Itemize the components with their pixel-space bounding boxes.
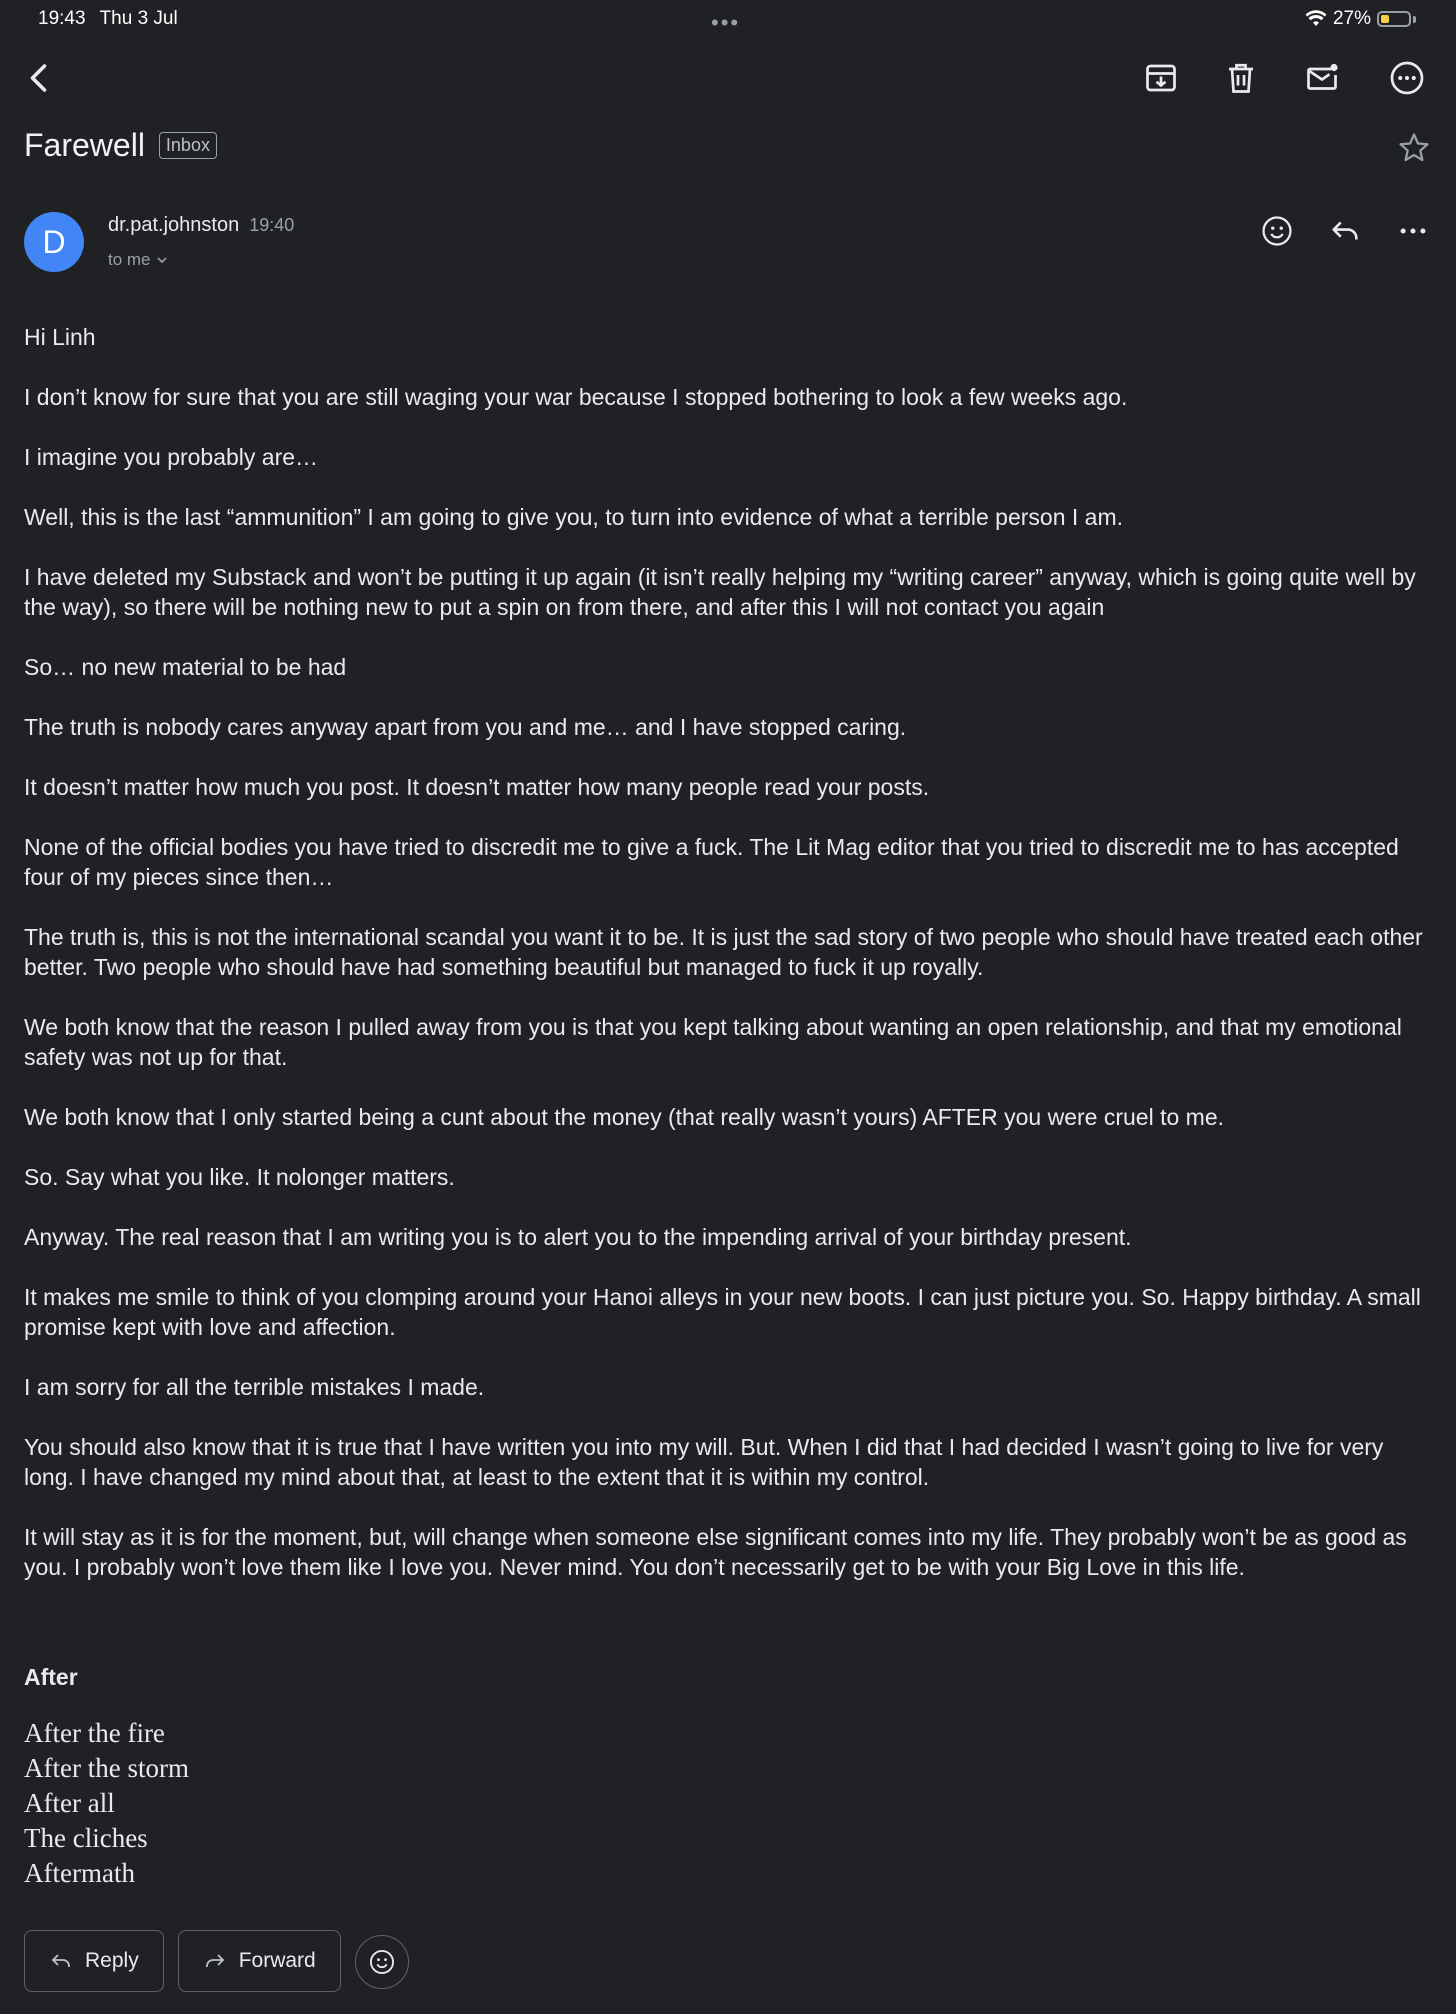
- reply-label: Reply: [85, 1949, 139, 1972]
- body-paragraph: Hi Linh: [24, 324, 96, 350]
- poem-line: After all: [24, 1788, 115, 1818]
- sender-row: [24, 212, 1432, 276]
- body-paragraph: We both know that the reason I pulled away from you is that you kept talking about wanting an open relationship, and that my emotional safety was not up for that.: [24, 1014, 1402, 1070]
- body-paragraph: I imagine you probably are…: [24, 444, 319, 470]
- subject-row: [24, 120, 1432, 170]
- body-paragraph: You should also know that it is true that I have written you into my will. But. When I did that I had decided I wasn’t going to live for very long. I have changed my mind about that, at least to the extent that it is within my control.: [24, 1434, 1384, 1490]
- chevron-down-icon: [155, 255, 169, 265]
- more-options-button[interactable]: [1383, 54, 1431, 102]
- sender-actions: [1258, 212, 1432, 250]
- sender-line: [108, 214, 294, 237]
- more-horizontal-icon: [1396, 214, 1430, 248]
- status-time-date: [38, 8, 192, 30]
- status-bar: [0, 0, 1456, 36]
- body-paragraph: None of the official bodies you have tried to discredit me to give a fuck. The Lit Mag editor that you tried to discredit me to has accepted four of my pieces since then…: [24, 834, 1399, 890]
- bottom-action-bar: [24, 1930, 1432, 1996]
- body-paragraph: We both know that I only started being a cunt about the money (that really wasn’t yours) AFTER you were cruel to me.: [24, 1104, 1224, 1130]
- trash-icon: [1223, 60, 1259, 96]
- poem-line: After the storm: [24, 1753, 189, 1783]
- sender-name: dr.pat.johnston: [108, 214, 240, 236]
- archive-icon: [1143, 60, 1179, 96]
- body-paragraph: The truth is, this is not the international scandal you want it to be. It is just the sad story of two people who should have treated each other better. Two people who should have had something beautiful but managed to fuck it up royally.: [24, 924, 1423, 980]
- email-subject: Farewell: [24, 126, 145, 163]
- battery-tip: [1413, 16, 1416, 23]
- toolbar: [0, 44, 1456, 104]
- reply-icon: [1328, 214, 1362, 248]
- recipient-details-toggle[interactable]: [108, 250, 169, 270]
- forward-label: Forward: [238, 1949, 316, 1972]
- mark-unread-icon: [1304, 60, 1340, 96]
- body-paragraph: So… no new material to be had: [24, 654, 347, 680]
- body-paragraph: I have deleted my Substack and won’t be putting it up again (it isn’t really helping my “writing career” anyway, which is going quite well by the way), so there will be nothing new to put a spin on from there, and after this I will not contact you again: [24, 564, 1416, 620]
- wifi-icon: [1305, 10, 1327, 28]
- inbox-label-chip[interactable]: Inbox: [159, 132, 217, 159]
- body-paragraph: The truth is nobody cares anyway apart from you and me… and I have stopped caring.: [24, 714, 907, 740]
- recipient-label: to me: [108, 250, 151, 269]
- archive-button[interactable]: [1137, 54, 1185, 102]
- more-options-icon: [1389, 60, 1425, 96]
- forward-button[interactable]: [178, 1930, 341, 1992]
- body-paragraph: I don’t know for sure that you are still waging your war because I stopped bothering to look a few weeks ago.: [24, 384, 1128, 410]
- emoji-icon: [368, 1948, 396, 1976]
- poem-title: After: [24, 1664, 78, 1690]
- reply-button[interactable]: [24, 1930, 164, 1992]
- poem-line: After the fire: [24, 1718, 165, 1748]
- delete-button[interactable]: [1217, 54, 1265, 102]
- body-paragraph: It doesn’t matter how much you post. It doesn’t matter how many people read your posts.: [24, 774, 930, 800]
- body-paragraph: So. Say what you like. It nolonger matters.: [24, 1164, 455, 1190]
- status-date: Thu 3 Jul: [99, 8, 178, 29]
- back-button[interactable]: [16, 54, 64, 102]
- reply-icon-button[interactable]: [1326, 212, 1364, 250]
- avatar[interactable]: D: [24, 212, 84, 272]
- emoji-icon: [1260, 214, 1294, 248]
- email-body: [24, 322, 1432, 1914]
- message-more-button[interactable]: [1394, 212, 1432, 250]
- body-paragraph: Well, this is the last “ammunition” I am going to give you, to turn into evidence of what a terrible person I am.: [24, 504, 1123, 530]
- poem-line: Aftermath: [24, 1858, 135, 1888]
- body-paragraph: I am sorry for all the terrible mistakes I made.: [24, 1374, 485, 1400]
- body-paragraph: It will stay as it is for the moment, but, will change when someone else significant comes into my life. They probably won’t be as good as you. I probably won’t love them like I love you. Never mind. You don’t necessarily get to be with your Big Love in this life.: [24, 1524, 1407, 1580]
- forward-icon: [203, 1949, 227, 1973]
- battery-percent: 27%: [1332, 8, 1371, 29]
- status-right: [1305, 8, 1416, 30]
- add-reaction-button[interactable]: [1258, 212, 1296, 250]
- star-icon[interactable]: [1396, 130, 1432, 166]
- back-icon: [22, 60, 58, 96]
- emoji-reaction-button[interactable]: [355, 1935, 409, 1989]
- body-paragraph: Anyway. The real reason that I am writing you is to alert you to the impending arrival of your birthday present.: [24, 1224, 1132, 1250]
- reply-icon: [49, 1949, 73, 1973]
- sender-time: 19:40: [249, 215, 295, 235]
- poem-line: The cliches: [24, 1823, 148, 1853]
- poem: [24, 1716, 1432, 1891]
- multitasking-dots-icon[interactable]: •••: [711, 10, 741, 35]
- status-time: 19:43: [38, 8, 86, 29]
- battery-icon: [1377, 11, 1411, 27]
- mark-unread-button[interactable]: [1298, 54, 1346, 102]
- body-paragraph: It makes me smile to think of you clomping around your Hanoi alleys in your new boots. I can just picture you. So. Happy birthday. A small promise kept with love and affection.: [24, 1284, 1421, 1340]
